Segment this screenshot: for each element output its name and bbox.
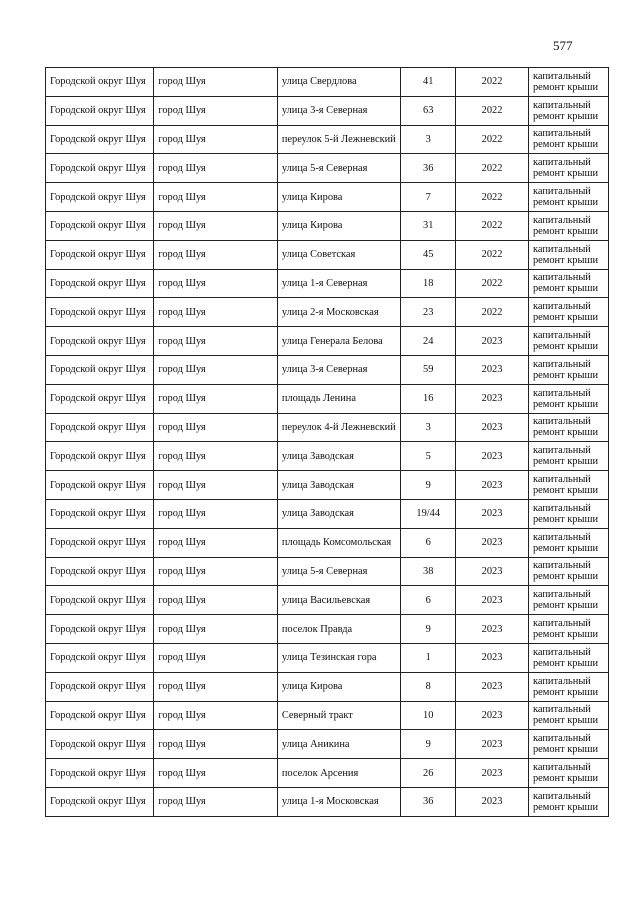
table-row <box>46 269 609 298</box>
city-cell: город Шуя <box>154 499 278 528</box>
year-cell: 2023 <box>456 442 529 471</box>
year-cell: 2022 <box>456 240 529 269</box>
table-row <box>46 240 609 269</box>
district-cell: Городской округ Шуя <box>46 125 154 154</box>
table-row <box>46 442 609 471</box>
work-type-cell: капитальный ремонт крыши <box>528 413 608 442</box>
city-cell: город Шуя <box>154 269 278 298</box>
house-number-cell: 9 <box>401 471 456 500</box>
year-cell: 2023 <box>456 787 529 816</box>
city-cell: город Шуя <box>154 298 278 327</box>
city-cell: город Шуя <box>154 183 278 212</box>
house-number-cell: 16 <box>401 384 456 413</box>
work-type-cell: капитальный ремонт крыши <box>528 557 608 586</box>
table-row <box>46 154 609 183</box>
house-number-cell: 19/44 <box>401 499 456 528</box>
year-cell: 2022 <box>456 125 529 154</box>
district-cell: Городской округ Шуя <box>46 730 154 759</box>
work-type-cell: капитальный ремонт крыши <box>528 384 608 413</box>
year-cell: 2023 <box>456 759 529 788</box>
house-number-cell: 6 <box>401 528 456 557</box>
district-cell: Городской округ Шуя <box>46 68 154 97</box>
district-cell: Городской округ Шуя <box>46 240 154 269</box>
street-cell: улица Тезинская гора <box>277 643 401 672</box>
street-cell: переулок 5-й Лежневский <box>277 125 401 154</box>
city-cell: город Шуя <box>154 730 278 759</box>
street-cell: улица Васильевская <box>277 586 401 615</box>
table-row <box>46 96 609 125</box>
house-number-cell: 36 <box>401 154 456 183</box>
district-cell: Городской округ Шуя <box>46 701 154 730</box>
city-cell: город Шуя <box>154 384 278 413</box>
street-cell: площадь Комсомольская <box>277 528 401 557</box>
table-row <box>46 413 609 442</box>
table-row <box>46 730 609 759</box>
house-number-cell: 8 <box>401 672 456 701</box>
house-number-cell: 41 <box>401 68 456 97</box>
house-number-cell: 36 <box>401 787 456 816</box>
street-cell: поселок Правда <box>277 615 401 644</box>
table-row <box>46 615 609 644</box>
street-cell: улица 2-я Московская <box>277 298 401 327</box>
district-cell: Городской округ Шуя <box>46 384 154 413</box>
street-cell: улица 1-я Московская <box>277 787 401 816</box>
year-cell: 2023 <box>456 413 529 442</box>
house-number-cell: 18 <box>401 269 456 298</box>
street-cell: улица 1-я Северная <box>277 269 401 298</box>
district-cell: Городской округ Шуя <box>46 355 154 384</box>
work-type-cell: капитальный ремонт крыши <box>528 298 608 327</box>
district-cell: Городской округ Шуя <box>46 442 154 471</box>
year-cell: 2023 <box>456 499 529 528</box>
city-cell: город Шуя <box>154 211 278 240</box>
table-row <box>46 557 609 586</box>
table-row <box>46 759 609 788</box>
district-cell: Городской округ Шуя <box>46 759 154 788</box>
city-cell: город Шуя <box>154 68 278 97</box>
district-cell: Городской округ Шуя <box>46 615 154 644</box>
table-row <box>46 327 609 356</box>
work-type-cell: капитальный ремонт крыши <box>528 672 608 701</box>
district-cell: Городской округ Шуя <box>46 586 154 615</box>
street-cell: улица Заводская <box>277 442 401 471</box>
house-number-cell: 6 <box>401 586 456 615</box>
work-type-cell: капитальный ремонт крыши <box>528 68 608 97</box>
work-type-cell: капитальный ремонт крыши <box>528 96 608 125</box>
city-cell: город Шуя <box>154 615 278 644</box>
street-cell: улица 5-я Северная <box>277 557 401 586</box>
city-cell: город Шуя <box>154 586 278 615</box>
work-type-cell: капитальный ремонт крыши <box>528 442 608 471</box>
table-row <box>46 499 609 528</box>
street-cell: улица Заводская <box>277 499 401 528</box>
house-number-cell: 10 <box>401 701 456 730</box>
house-number-cell: 59 <box>401 355 456 384</box>
work-type-cell: капитальный ремонт крыши <box>528 355 608 384</box>
house-number-cell: 31 <box>401 211 456 240</box>
house-number-cell: 45 <box>401 240 456 269</box>
house-number-cell: 38 <box>401 557 456 586</box>
city-cell: город Шуя <box>154 355 278 384</box>
city-cell: город Шуя <box>154 787 278 816</box>
city-cell: город Шуя <box>154 154 278 183</box>
table-row <box>46 355 609 384</box>
year-cell: 2022 <box>456 269 529 298</box>
street-cell: улица 3-я Северная <box>277 355 401 384</box>
work-type-cell: капитальный ремонт крыши <box>528 154 608 183</box>
city-cell: город Шуя <box>154 96 278 125</box>
table-row <box>46 183 609 212</box>
house-number-cell: 26 <box>401 759 456 788</box>
year-cell: 2022 <box>456 298 529 327</box>
city-cell: город Шуя <box>154 528 278 557</box>
house-number-cell: 1 <box>401 643 456 672</box>
work-type-cell: капитальный ремонт крыши <box>528 125 608 154</box>
work-type-cell: капитальный ремонт крыши <box>528 615 608 644</box>
year-cell: 2023 <box>456 643 529 672</box>
street-cell: улица Аникина <box>277 730 401 759</box>
work-type-cell: капитальный ремонт крыши <box>528 499 608 528</box>
year-cell: 2023 <box>456 384 529 413</box>
table-row <box>46 672 609 701</box>
table-row <box>46 701 609 730</box>
work-type-cell: капитальный ремонт крыши <box>528 528 608 557</box>
house-number-cell: 7 <box>401 183 456 212</box>
city-cell: город Шуя <box>154 759 278 788</box>
work-type-cell: капитальный ремонт крыши <box>528 471 608 500</box>
table-row <box>46 211 609 240</box>
street-cell: улица Кирова <box>277 672 401 701</box>
work-type-cell: капитальный ремонт крыши <box>528 643 608 672</box>
year-cell: 2023 <box>456 471 529 500</box>
street-cell: улица 5-я Северная <box>277 154 401 183</box>
district-cell: Городской округ Шуя <box>46 787 154 816</box>
city-cell: город Шуя <box>154 125 278 154</box>
street-cell: улица Кирова <box>277 183 401 212</box>
table-row <box>46 586 609 615</box>
year-cell: 2023 <box>456 615 529 644</box>
repair-schedule-table <box>45 67 609 817</box>
year-cell: 2022 <box>456 154 529 183</box>
street-cell: улица Свердлова <box>277 68 401 97</box>
district-cell: Городской округ Шуя <box>46 471 154 500</box>
work-type-cell: капитальный ремонт крыши <box>528 586 608 615</box>
city-cell: город Шуя <box>154 557 278 586</box>
district-cell: Городской округ Шуя <box>46 327 154 356</box>
street-cell: Северный тракт <box>277 701 401 730</box>
street-cell: улица 3-я Северная <box>277 96 401 125</box>
work-type-cell: капитальный ремонт крыши <box>528 759 608 788</box>
table-row <box>46 528 609 557</box>
street-cell: улица Кирова <box>277 211 401 240</box>
table-body <box>46 68 609 817</box>
district-cell: Городской округ Шуя <box>46 298 154 327</box>
work-type-cell: капитальный ремонт крыши <box>528 240 608 269</box>
house-number-cell: 23 <box>401 298 456 327</box>
year-cell: 2023 <box>456 557 529 586</box>
work-type-cell: капитальный ремонт крыши <box>528 730 608 759</box>
street-cell: улица Генерала Белова <box>277 327 401 356</box>
work-type-cell: капитальный ремонт крыши <box>528 183 608 212</box>
table-row <box>46 643 609 672</box>
year-cell: 2023 <box>456 701 529 730</box>
house-number-cell: 63 <box>401 96 456 125</box>
year-cell: 2023 <box>456 528 529 557</box>
street-cell: поселок Арсения <box>277 759 401 788</box>
work-type-cell: капитальный ремонт крыши <box>528 211 608 240</box>
table-row <box>46 787 609 816</box>
street-cell: улица Советская <box>277 240 401 269</box>
district-cell: Городской округ Шуя <box>46 154 154 183</box>
year-cell: 2023 <box>456 327 529 356</box>
district-cell: Городской округ Шуя <box>46 499 154 528</box>
district-cell: Городской округ Шуя <box>46 557 154 586</box>
year-cell: 2023 <box>456 586 529 615</box>
year-cell: 2023 <box>456 672 529 701</box>
year-cell: 2022 <box>456 96 529 125</box>
work-type-cell: капитальный ремонт крыши <box>528 787 608 816</box>
district-cell: Городской округ Шуя <box>46 528 154 557</box>
year-cell: 2023 <box>456 355 529 384</box>
house-number-cell: 3 <box>401 413 456 442</box>
table-row <box>46 384 609 413</box>
city-cell: город Шуя <box>154 442 278 471</box>
district-cell: Городской округ Шуя <box>46 211 154 240</box>
city-cell: город Шуя <box>154 240 278 269</box>
table-row <box>46 68 609 97</box>
work-type-cell: капитальный ремонт крыши <box>528 269 608 298</box>
year-cell: 2023 <box>456 730 529 759</box>
city-cell: город Шуя <box>154 643 278 672</box>
house-number-cell: 9 <box>401 730 456 759</box>
district-cell: Городской округ Шуя <box>46 672 154 701</box>
district-cell: Городской округ Шуя <box>46 183 154 212</box>
year-cell: 2022 <box>456 211 529 240</box>
year-cell: 2022 <box>456 68 529 97</box>
city-cell: город Шуя <box>154 413 278 442</box>
table-row <box>46 471 609 500</box>
house-number-cell: 24 <box>401 327 456 356</box>
district-cell: Городской округ Шуя <box>46 96 154 125</box>
house-number-cell: 3 <box>401 125 456 154</box>
city-cell: город Шуя <box>154 672 278 701</box>
city-cell: город Шуя <box>154 327 278 356</box>
table-row <box>46 298 609 327</box>
district-cell: Городской округ Шуя <box>46 413 154 442</box>
page-number: 577 <box>553 38 573 53</box>
district-cell: Городской округ Шуя <box>46 269 154 298</box>
street-cell: улица Заводская <box>277 471 401 500</box>
work-type-cell: капитальный ремонт крыши <box>528 701 608 730</box>
year-cell: 2022 <box>456 183 529 212</box>
street-cell: переулок 4-й Лежневский <box>277 413 401 442</box>
city-cell: город Шуя <box>154 701 278 730</box>
district-cell: Городской округ Шуя <box>46 643 154 672</box>
house-number-cell: 9 <box>401 615 456 644</box>
house-number-cell: 5 <box>401 442 456 471</box>
street-cell: площадь Ленина <box>277 384 401 413</box>
table-row <box>46 125 609 154</box>
city-cell: город Шуя <box>154 471 278 500</box>
work-type-cell: капитальный ремонт крыши <box>528 327 608 356</box>
